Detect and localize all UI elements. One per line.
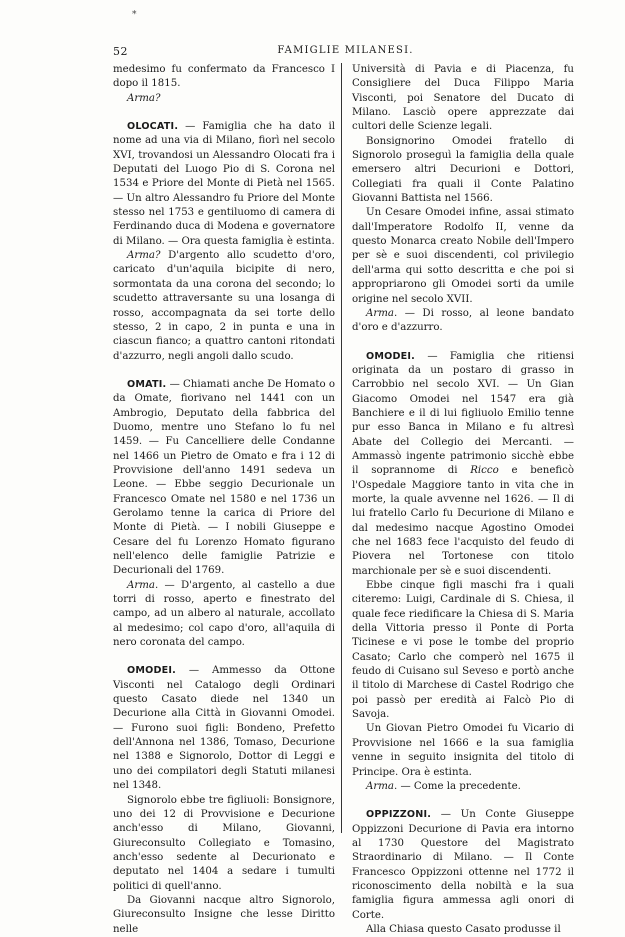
arma-line [113,579,335,651]
entry-heading: OMODEI. [366,350,415,362]
paragraph: Signorolo ebbe tre figliuoli: Bonsignore, uno dei 12 di Provvisione e Decurione anch'esso di Milano, Giovanni, Giureconsulto Collegiato e Tomasino, anch'esso sedente al Decurionato e deputato nel 1404 a sedare i tumulti politici di quell'anno. [113,794,335,892]
paragraph: Un Giovan Pietro Omodei fu Vicario di Provvisione nel 1666 e la sua famiglia venne in seguito insignita del titolo di Principe. Ora è estinta. [352,723,574,778]
arma-line [113,249,335,364]
paragraph: Ebbe cinque figli maschi fra i quali citeremo: Luigi, Cardinale di S. Chiesa, il quale fece riedificare la Chiesa di S. Maria della Vittoria presso il Ponte di Porta Ticinese e vi pose le tombe del proprio Casato; Carlo che comperò nel 1675 il feudo di Cuisano sul Seveso e portò anche il titolo di Marchese di Castel Rodrigo che poi passò per eredità ai Falcò Pio di Savoja. [352,580,574,721]
paragraph: Bonsignorino Omodei fratello di Signorolo proseguì la famiglia della quale emersero altri Decurioni e Dottori, Collegiati fra quali il Conte Palatino Giovanni Battista nel 1566. [352,135,574,205]
arma-label: Arma. [366,780,398,792]
paragraph-text: medesimo fu confermato da Francesco I dopo il 1815. [113,64,335,90]
entry-omodei [113,664,335,793]
paragraph: Università di Pavia e di Piacenza, fu Consigliere del Duca Filippo Maria Visconti, poi Senatore del Ducato di Milano. Lasciò opere apprezzate dai cultori delle Scienze legali. [352,64,574,133]
arma-text: — D'argento, al castello a due torri di rosso, aperto e finestrato del campo, ad un albero al naturale, accollato al medesimo; col capo d'oro, all'aquila di nero coronata del campo. [113,579,335,649]
page-header [113,45,578,61]
entry-olocati [113,120,335,249]
entry-text: — Chiamati anche De Homato o da Omate, fiorivano nel 1441 con un Ambrogio, Deputato della fabbrica del Duomo, mentre uno Stefano lo fu nel 1459. — Fu Cancelliere delle Condanne nel 1466 un Pietro de Omato e fra i 12 di Provvisione dell'anno 1491 sedeva un Leone. — Ebbe seggio Decurionale un Francesco Omate nel 1580 e nel 1736 un Gerolamo tenne la carica di Priore del Monte di Pietà. — I nobili Giuseppe e Cesare del fu Lorenzo Homato figurano nell'elenco delle famiglie Patrizie e Decurionali del 1769. [113,378,335,577]
column-divider [341,63,342,833]
nickname-ricco: Ricco [470,465,499,477]
entry-text: — Ammesso da Ottone Visconti nel Catalogo degli Ordinari questo Casato diede nel 1340 un Decurione alla Città in Giovanni Omodei. — Furono suoi figli: Bondeno, Prefetto dell'Annona nel 1386, Tomaso, Decurione nel 1388 e Signorolo, Dottor di Leggi e uno dei compilatori degli Statuti milanesi nel 1348. [113,665,335,792]
arma-text: D'argento allo scudetto d'oro, caricato d'un'aquila bicipite di nero, sormontata da una corona del secondo; lo scudetto attraversante su una losanga di rosso, accompagnata da sei torte dello stesso, 2 in capo, 2 in punta e una in ciascun fianco; a quattro cantoni ritondati d'azzurro, negli angoli dallo scudo. [113,250,335,362]
paragraph: Alla Chiasa questo Casato produsse il [366,923,561,935]
arma-text: — Come la precedente. [397,780,521,792]
running-title: FAMIGLIE MILANESI. [277,45,414,56]
left-column [113,63,335,937]
entry-omodei-2 [352,350,574,580]
arma-line [352,307,574,336]
entry-heading: OMODEI. [127,665,176,677]
right-column [352,63,574,937]
paragraph: Un Cesare Omodei infine, assai stimato dall'Imperatore Rodolfo II, venne da questo Monarca creato Nobile dell'Impero per sè e suoi discendenti, col privilegio dell'arma qui sotto descritta e che poi si appropriarono gli Omodei sorti da umile origine nel secolo XVII. [352,207,574,305]
entry-omati [113,378,335,579]
arma-label: Arma. [127,579,159,591]
entry-heading: OPPIZZONI. [366,809,432,821]
entry-heading: OLOCATI. [127,121,179,133]
entry-text: — Un Conte Giuseppe Oppizzoni Decurione di Pavia era intorno al 1730 Questore del Magistrato Straordinario di Milano. — Il Conte Francesco Oppizzoni ottenne nel 1772 il riconoscimento della nobiltà e la sua famiglia figura ammessa agli onori di Corte. [352,809,574,921]
arma-label: Arma. [366,307,398,319]
arma-label: Arma? [127,250,161,262]
paragraph: Da Giovanni nacque altro Signorolo, Giureconsulto Insigne che lesse Diritto nelle [113,894,335,935]
entry-text: — Famiglia che ha dato il nome ad una via di Milano, fiorì nel secolo XVI, trovandosi un Alessandro Olocati fra i Deputati del Luogo Pio di S. Corona nel 1534 e Priore del Monte di Pietà nel 1565. — Un altro Alessandro fu Priore del Monte stesso nel 1753 e gentiluomo di camera di Ferdinando duca di Modena e governatore di Milano. — Ora questa famiglia è estinta. [113,121,335,247]
arma-line [352,780,574,794]
arma-text: — Di rosso, al leone bandato d'oro e d'azzurro. [352,307,574,334]
arma-label: Arma? [127,92,161,104]
corner-mark: * [132,10,137,20]
paragraph [113,63,335,92]
entry-text-cont: e beneficò l'Ospedale Maggiore tanto in vita che in morte, la quale avvenne nel 1626. — Il di lui fratello Carlo fu Decurione di Milano e dal medesimo nacque Agostino Omodei che nel 1683 fece l'acquisto del feudo di Piovera nel Tortonese con titolo marchionale per sè e suoi discendenti. [352,465,574,577]
entry-heading: OMATI. [127,378,167,390]
entry-text: — Famiglia che ritiensi originata da un postaro di grasso in Carrobbio nel secolo XVI. — Un Gian Giacomo Omodei nel 1547 era già Banchiere e il di lui figliuolo Emilio tenne pur esso Banca in Milano e fu altresì Abate del Collegio dei Mercanti. — Ammassò ingente patrimonio sicchè ebbe il soprannome di [352,350,574,477]
page-number: 52 [113,45,128,58]
arma-line [113,92,335,106]
entry-oppizzoni [352,808,574,923]
